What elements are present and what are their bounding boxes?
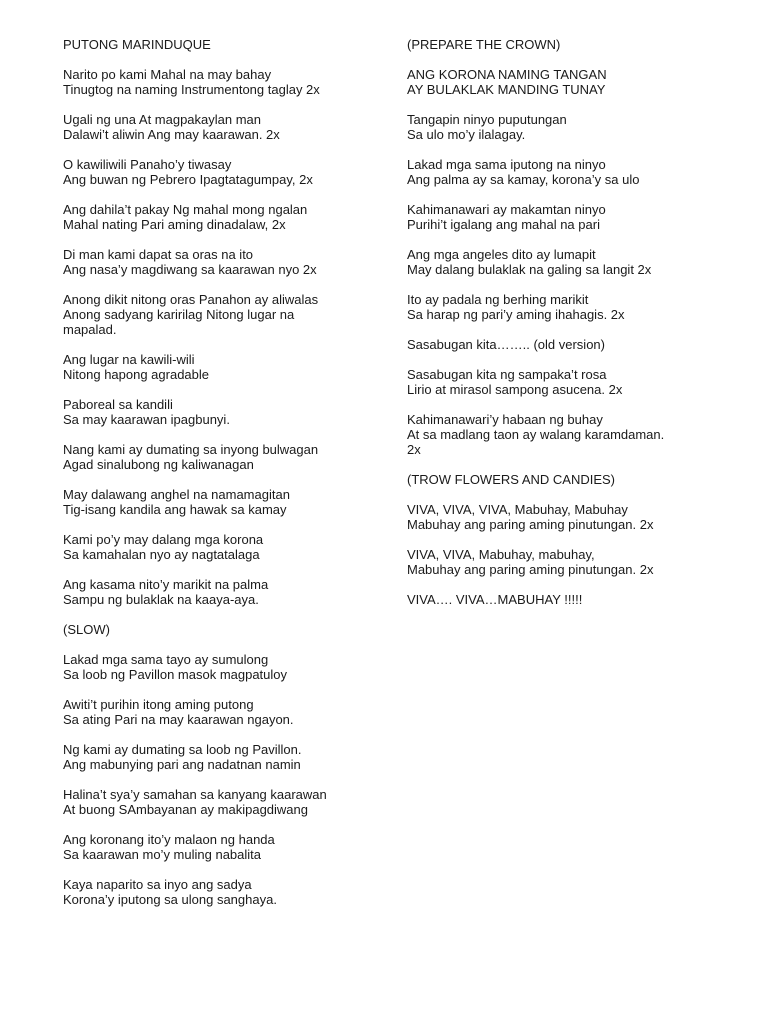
left-lyric-line: Di man kami dapat sa oras na ito — [63, 247, 254, 262]
left-stanza — [63, 397, 383, 427]
right-lyric-line: Mabuhay ang paring aming pinutungan. 2x — [407, 517, 654, 532]
left-lyric-line: Anong dikit nitong oras Panahon ay aliwalas — [63, 292, 319, 307]
left-stanza — [63, 352, 383, 382]
left-lyric-line: PUTONG MARINDUQUE — [63, 37, 211, 52]
left-stanza — [63, 742, 383, 772]
right-stanza — [407, 472, 737, 487]
left-lyric-line: Ugali ng una At magpakaylan man — [63, 112, 262, 127]
left-stanza — [63, 622, 383, 637]
right-lyric-line: 2x — [407, 442, 421, 457]
right-stanza — [407, 547, 737, 577]
right-stanza — [407, 37, 737, 52]
right-lyric-line: Sa harap ng pari’y aming ihahagis. 2x — [407, 307, 625, 322]
left-lyric-line: Sampu ng bulaklak na kaaya-aya. — [63, 592, 259, 607]
left-lyric-line: Ang nasa’y magdiwang sa kaarawan nyo 2x — [63, 262, 317, 277]
left-stanza — [63, 877, 383, 907]
left-lyric-line: Korona’y iputong sa ulong sanghaya. — [63, 892, 277, 907]
left-lyric-line: Ang mabunying pari ang nadatnan namin — [63, 757, 301, 772]
right-lyric-line: Kahimanawari ay makamtan ninyo — [407, 202, 606, 217]
right-lyric-line: Sasabugan kita ng sampaka’t rosa — [407, 367, 607, 382]
right-stanza — [407, 247, 737, 277]
right-lyric-line: Tangapin ninyo puputungan — [407, 112, 567, 127]
right-stanza — [407, 367, 737, 397]
left-lyric-line: Ang kasama nito’y marikit na palma — [63, 577, 269, 592]
left-stanza — [63, 442, 383, 472]
left-stanza — [63, 577, 383, 607]
right-lyric-line: ANG KORONA NAMING TANGAN — [407, 67, 607, 82]
left-stanza — [63, 67, 383, 97]
right-lyric-line: At sa madlang taon ay walang karamdaman. — [407, 427, 665, 442]
right-lyric-line: Purihi’t igalang ang mahal na pari — [407, 217, 600, 232]
right-lyric-line: Sa ulo mo’y ilalagay. — [407, 127, 526, 142]
left-lyric-line: O kawiliwili Panaho’y tiwasay — [63, 157, 232, 172]
left-lyric-line: Sa kamahalan nyo ay nagtatalaga — [63, 547, 260, 562]
left-stanza — [63, 832, 383, 862]
left-stanza — [63, 37, 383, 52]
left-stanza — [63, 247, 383, 277]
right-stanza — [407, 592, 737, 607]
left-lyric-line: Ng kami ay dumating sa loob ng Pavillon. — [63, 742, 302, 757]
right-stanza — [407, 112, 737, 142]
right-lyric-line: AY BULAKLAK MANDING TUNAY — [407, 82, 606, 97]
left-lyric-line: mapalad. — [63, 322, 117, 337]
left-lyric-line: Awiti’t purihin itong aming putong — [63, 697, 254, 712]
left-lyric-line: At buong SAmbayanan ay makipagdiwang — [63, 802, 308, 817]
left-lyric-line: Ang buwan ng Pebrero Ipagtatagumpay, 2x — [63, 172, 313, 187]
right-lyric-line: Lirio at mirasol sampong asucena. 2x — [407, 382, 623, 397]
left-stanza — [63, 292, 383, 337]
left-lyric-line: Dalawi’t aliwin Ang may kaarawan. 2x — [63, 127, 280, 142]
left-lyric-line: Agad sinalubong ng kaliwanagan — [63, 457, 254, 472]
right-lyric-line: VIVA…. VIVA…MABUHAY !!!!! — [407, 592, 583, 607]
left-stanza — [63, 157, 383, 187]
left-stanza — [63, 697, 383, 727]
right-lyric-line: Ang palma ay sa kamay, korona’y sa ulo — [407, 172, 640, 187]
right-stanza — [407, 67, 737, 97]
left-lyric-line: Paboreal sa kandili — [63, 397, 173, 412]
left-lyric-line: Kami po’y may dalang mga korona — [63, 532, 264, 547]
right-lyrics-column — [407, 37, 737, 622]
left-lyric-line: Kaya naparito sa inyo ang sadya — [63, 877, 252, 892]
left-stanza — [63, 202, 383, 232]
left-lyric-line: Sa kaarawan mo’y muling nabalita — [63, 847, 261, 862]
right-lyric-line: Lakad mga sama iputong na ninyo — [407, 157, 606, 172]
left-lyric-line: Anong sadyang karirilag Nitong lugar na — [63, 307, 295, 322]
right-stanza — [407, 292, 737, 322]
left-lyric-line: Halina’t sya’y samahan sa kanyang kaarawan — [63, 787, 327, 802]
left-lyric-line: (SLOW) — [63, 622, 110, 637]
left-stanza — [63, 532, 383, 562]
right-lyric-line: Kahimanawari’y habaan ng buhay — [407, 412, 603, 427]
right-lyric-line: (PREPARE THE CROWN) — [407, 37, 561, 52]
left-lyrics-column — [63, 37, 383, 922]
left-lyric-line: Sa loob ng Pavillon masok magpatuloy — [63, 667, 288, 682]
left-stanza — [63, 652, 383, 682]
left-lyric-line: Ang dahila’t pakay Ng mahal mong ngalan — [63, 202, 308, 217]
left-lyric-line: Sa may kaarawan ipagbunyi. — [63, 412, 230, 427]
right-lyric-line: Mabuhay ang paring aming pinutungan. 2x — [407, 562, 654, 577]
left-lyric-line: May dalawang anghel na namamagitan — [63, 487, 290, 502]
left-stanza — [63, 787, 383, 817]
right-lyric-line: (TROW FLOWERS AND CANDIES) — [407, 472, 616, 487]
left-lyric-line: Nang kami ay dumating sa inyong bulwagan — [63, 442, 319, 457]
right-stanza — [407, 412, 737, 457]
left-lyric-line: Ang koronang ito’y malaon ng handa — [63, 832, 275, 847]
right-stanza — [407, 202, 737, 232]
left-lyric-line: Narito po kami Mahal na may bahay — [63, 67, 272, 82]
right-lyric-line: VIVA, VIVA, VIVA, Mabuhay, Mabuhay — [407, 502, 628, 517]
right-stanza — [407, 502, 737, 532]
right-lyric-line: Ito ay padala ng berhing marikit — [407, 292, 589, 307]
right-stanza — [407, 337, 737, 352]
left-stanza — [63, 487, 383, 517]
left-lyric-line: Tig-isang kandila ang hawak sa kamay — [63, 502, 287, 517]
right-stanza — [407, 157, 737, 187]
left-lyric-line: Mahal nating Pari aming dinadalaw, 2x — [63, 217, 286, 232]
left-lyric-line: Ang lugar na kawili-wili — [63, 352, 195, 367]
left-lyric-line: Sa ating Pari na may kaarawan ngayon. — [63, 712, 294, 727]
left-lyric-line: Nitong hapong agradable — [63, 367, 210, 382]
right-lyric-line: Sasabugan kita…….. (old version) — [407, 337, 605, 352]
left-lyric-line: Lakad mga sama tayo ay sumulong — [63, 652, 269, 667]
right-lyric-line: Ang mga angeles dito ay lumapit — [407, 247, 596, 262]
left-stanza — [63, 112, 383, 142]
right-lyric-line: May dalang bulaklak na galing sa langit 2x — [407, 262, 652, 277]
left-lyric-line: Tinugtog na naming Instrumentong taglay 2x — [63, 82, 320, 97]
right-lyric-line: VIVA, VIVA, Mabuhay, mabuhay, — [407, 547, 595, 562]
